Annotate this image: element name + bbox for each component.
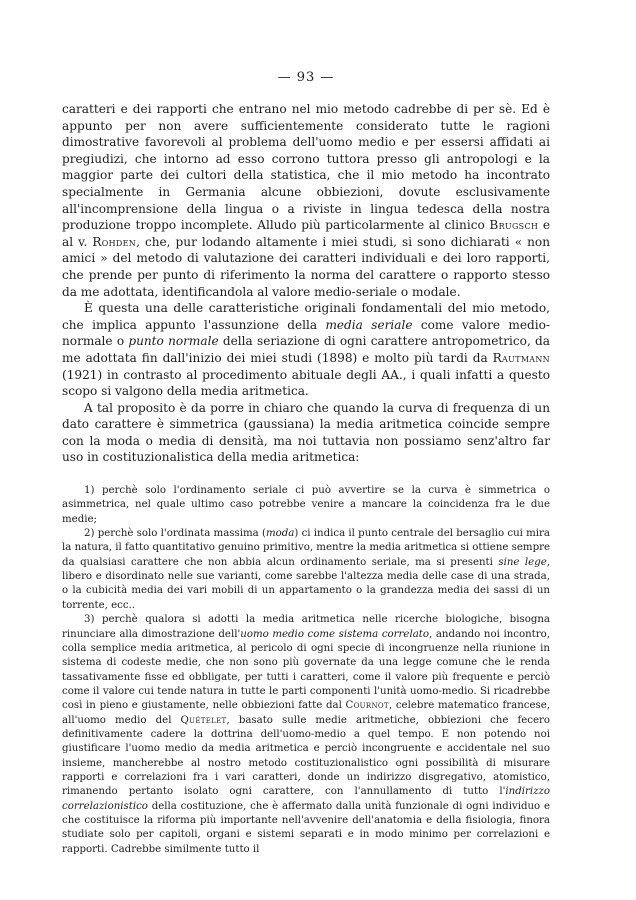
italic-text: moda	[265, 528, 295, 540]
paragraph	[62, 300, 550, 400]
text-run: 3) perchè qualora si adotti la media aritmetica nelle ricerche biologiche, bisogna rinunciare alla dimostrazione dell'	[62, 614, 550, 640]
text-run: della seriazione di ogni carattere antropometrico, da me adottata fin dall'inizio dei miei studi (1898) e molto più tardi da	[62, 334, 551, 365]
text-run: come valore medio-normale o	[62, 317, 550, 349]
note-item	[62, 613, 550, 857]
author-name: Brugsch	[489, 218, 539, 233]
text-run: , libero e disordinato nelle sue varianti, come sarebbe l'altezza media delle case di una strada, o la cubicità media dei vari mobili di un appartamento o la grandezza media dei sassi di un torrente, ecc..	[62, 556, 550, 611]
text-run: e al v.	[62, 218, 550, 249]
note-item	[62, 484, 550, 527]
text-run: È questa una delle caratteristiche originali fondamentali del mio metodo, che implica appunto l'assunzione della	[62, 301, 550, 332]
numbered-notes	[62, 484, 550, 857]
italic-text: indirizzo correlazionistico	[62, 786, 550, 812]
text-run: , basato sulle medie aritmetiche, obbiezioni che fecero definitivamente cadere la dottrina dell'uomo-medio a quel tempo. E non potendo noi giustificare l'uomo medio da media aritmetica e perciò incongruente e accidentale nel suo insieme, mancherebbe al nostro metodo costituzionalistico ogni possibilità di misurare rapporti e correlazioni fra i vari caratteri, donde un indirizzo disgregativo, atomistico, rimanendo pertanto isolato ogni carattere, con l'annullamento di tutto l'	[62, 714, 550, 798]
author-name: Cournot	[345, 700, 389, 712]
text-run: 2) perchè solo l'ordinata massima (	[84, 528, 266, 540]
author-name: Rohden	[92, 234, 137, 249]
main-text	[62, 101, 550, 466]
paragraph	[62, 400, 550, 466]
text-run: , che, pur lodando altamente i miei studi, si sono dichiarati « non amici » del metodo di valutazione dei caratteri individuali e dei loro rapporti, che prende per punto di riferimento la norma del carattere o rapporto stesso da me adottata, identificandola al valore medio-seriale o modale.	[62, 234, 550, 299]
italic-text: punto normale	[128, 334, 219, 349]
text-run: A tal proposito è da porre in chiaro che quando la curva di frequenza di un dato carattere è simmetrica (gaussiana) la media aritmetica coincide sempre con la moda o media di densità, ma noi tuttavia non possiamo senz'altro far uso in costituzionalistica della media aritmetica:	[62, 400, 550, 465]
text-run: della costituzione, che è affermato dalla unità funzionale di ogni individuo e che costituisce la riforma più importante nell'avvenire dell'anatomia e della fisiologia, finora studiate solo per capitoli, organi e sistemi separati e in modo minimo per correlazioni e rapporti. Cadrebbe similmente tutto il	[62, 800, 550, 855]
text-run: 1) perchè solo l'ordinamento seriale ci può avvertire se la curva è simmetrica o asimmetrica, nel quale ultimo caso potrebbe venire a mancare la coincidenza fra le due medie;	[62, 485, 550, 525]
text-run: (1921) in contrasto al procedimento abituale degli AA., i quali infatti a questo scopo si valgono della media aritmetica.	[62, 367, 550, 399]
note-item	[62, 527, 550, 613]
text-run: caratteri e dei rapporti che entrano nel mio metodo cadrebbe di per sè. Ed è appunto per non avere sufficientemente considerato tutte le ragioni dimostrative favorevoli al problema dell'uomo medio e per essersi affidati ai pregiudizi, che intorno ad esso corrono tuttora presso gli antropologi e la maggior parte dei cultori della statistica, che il mio metodo ha incontrato specialmente in Germania alcune obbiezioni, dovute esclusivamente all'incomprensione della lingua o a riviste in lingua tedesca della nostra produzione troppo incomplete. Alludo più particolarmente al clinico	[62, 102, 550, 233]
paragraph	[62, 101, 550, 300]
italic-text: uomo medio come sistema correlato	[240, 628, 430, 640]
author-name: Rautmann	[492, 350, 550, 365]
text-run: , celebre matematico francese, all'uomo medio del	[62, 700, 550, 726]
italic-text: media seriale	[325, 317, 413, 332]
text-run: ) ci indica il punto centrale del bersaglio cui mira la natura, il fatto quantitativo genuino primitivo, mentre la media aritmetica si ottiene sempre da qualsiasi carattere che non abbia alcun ordinamento seriale, ma si presenti	[62, 528, 550, 568]
italic-text: sine lege	[498, 556, 547, 568]
page-number: — 93 —	[277, 70, 335, 85]
author-name: Quételet	[180, 714, 227, 726]
text-run: , andando noi incontro, colla semplice media aritmetica, al pericolo di ogni specie di incongruenze nella riunione in sistema di codeste medie, che non sono più governate da una legge comune che le renda tassativamente fisse ed obbligate, per tutti i caratteri, come il valore più frequente e perciò come il valore cui tende natura in tutte le parti componenti l'unità uomo-medio. Si ricadrebbe così in pieno e giustamente, nelle obbiezioni fatte dal	[62, 628, 550, 712]
